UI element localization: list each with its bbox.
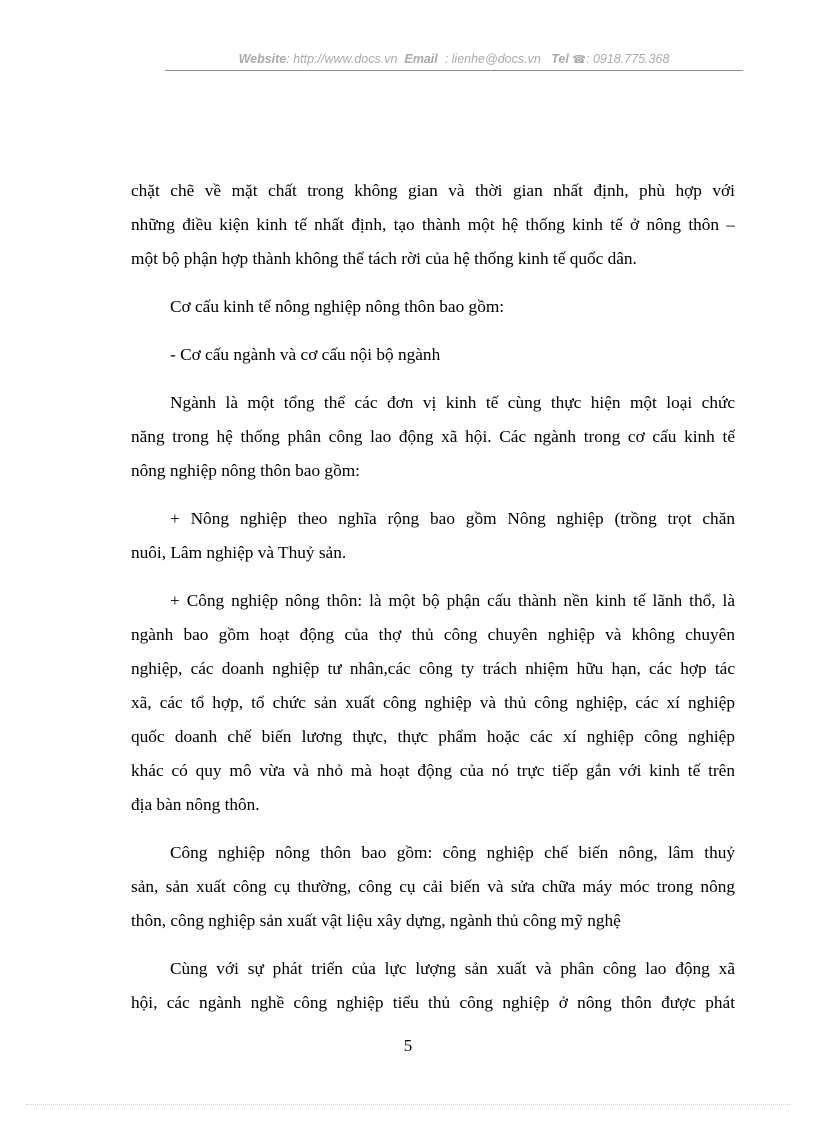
- paragraph-line: xã, các tổ hợp, tổ chức sản xuất công nghiệp và thủ công nghiệp, các xí nghiệp: [131, 693, 735, 712]
- paragraph-5: [131, 502, 735, 570]
- website-label: Website: [238, 52, 287, 66]
- paragraph-line: nông nghiệp nông thôn bao gồm:: [131, 461, 360, 480]
- paragraph-line: + Nông nghiệp theo nghĩa rộng bao gồm Nông nghiệp (trồng trọt chăn: [170, 509, 735, 528]
- paragraph-line: hội, các ngành nghề công nghiệp tiểu thủ công nghiệp ở nông thôn được phát: [131, 993, 735, 1012]
- paragraph-line: sản, sản xuất công cụ thường, công cụ cải biến và sửa chữa máy móc trong nông: [131, 877, 735, 896]
- paragraph-2: [131, 290, 735, 324]
- paragraph-1: [131, 174, 735, 276]
- page-header: [165, 50, 743, 71]
- paragraph-line: quốc doanh chế biến lương thực, thực phẩm hoặc các xí nghiệp công nghiệp: [131, 727, 735, 746]
- paragraph-line: chặt chẽ về mặt chất trong không gian và thời gian nhất định, phù hợp với: [131, 181, 735, 200]
- paragraph-6: [131, 584, 735, 822]
- paragraph-line: + Công nghiệp nông thôn: là một bộ phận cấu thành nền kinh tế lãnh thổ, là: [170, 591, 735, 610]
- page-bottom-divider: [26, 1104, 790, 1105]
- paragraph-line: địa bàn nông thôn.: [131, 795, 260, 814]
- tel-label: Tel: [551, 52, 569, 66]
- tel-value: : 0918.775.368: [586, 52, 670, 66]
- paragraph-8: [131, 952, 735, 1020]
- paragraph-line: nuôi, Lâm nghiệp và Thuỷ sản.: [131, 543, 347, 562]
- paragraph-line: khác có quy mô vừa và nhỏ mà hoạt động của nó trực tiếp gắn với kinh tế trên: [131, 761, 735, 780]
- paragraph-4: [131, 386, 735, 488]
- page-number: 5: [403, 1036, 413, 1055]
- paragraph-3: [131, 338, 735, 372]
- paragraph-line: Công nghiệp nông thôn bao gồm: công nghiệp chế biến nông, lâm thuỷ: [170, 843, 735, 862]
- paragraph-line: năng trong hệ thống phân công lao động xã hội. Các ngành trong cơ cấu kinh tế: [131, 427, 735, 446]
- paragraph-line: Cùng với sự phát triển của lực lượng sản xuất và phân công lao động xã: [170, 959, 735, 978]
- paragraph-line: một bộ phận hợp thành không thể tách rời của hệ thống kinh tế quốc dân.: [131, 249, 637, 268]
- document-body: [131, 174, 735, 1020]
- paragraph-line: - Cơ cấu ngành và cơ cấu nội bộ ngành: [170, 345, 441, 364]
- paragraph-line: thôn, công nghiệp sản xuất vật liệu xây dựng, ngành thủ công mỹ nghệ: [131, 911, 621, 930]
- telephone-icon: ☎: [572, 54, 586, 66]
- paragraph-line: Cơ cấu kinh tế nông nghiệp nông thôn bao gồm:: [170, 297, 505, 316]
- paragraph-7: [131, 836, 735, 938]
- paragraph-line: những điều kiện kinh tế nhất định, tạo thành một hệ thống kinh tế ở nông thôn –: [131, 215, 735, 234]
- paragraph-line: ngành bao gồm hoạt động của thợ thủ công chuyên nghiệp và không chuyên: [131, 625, 735, 644]
- paragraph-line: nghiệp, các doanh nghiệp tư nhân,các công ty trách nhiệm hữu hạn, các hợp tác: [131, 659, 735, 678]
- email-label: Email: [404, 52, 438, 66]
- website-value: : http://www.docs.vn: [286, 52, 398, 66]
- paragraph-line: Ngành là một tổng thể các đơn vị kinh tế cùng thực hiện một loại chức: [170, 393, 735, 412]
- email-value: : lienhe@docs.vn: [444, 52, 541, 66]
